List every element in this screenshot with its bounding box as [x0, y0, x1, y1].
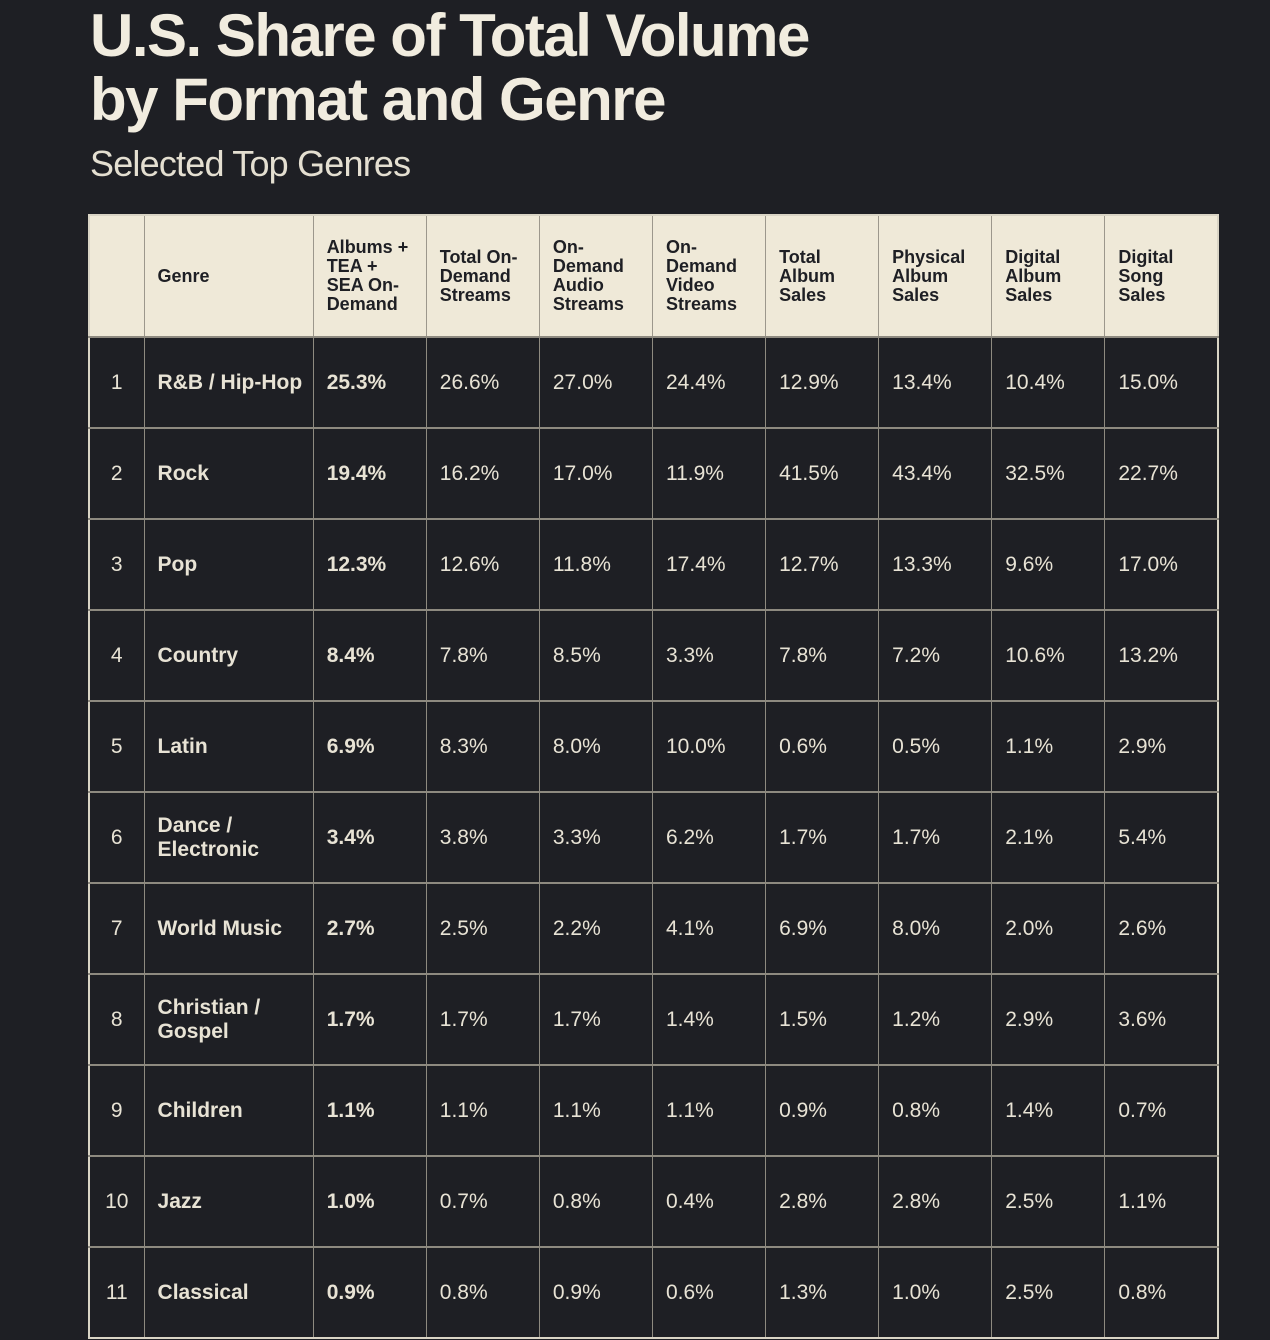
value-cell: 1.4% [992, 1065, 1105, 1156]
value-cell: 19.4% [313, 428, 426, 519]
page-subtitle: Selected Top Genres [90, 143, 411, 184]
value-cell: 1.5% [766, 974, 879, 1065]
value-cell: 1.7% [766, 792, 879, 883]
value-cell: 2.1% [992, 792, 1105, 883]
value-cell: 12.6% [426, 519, 539, 610]
value-cell: 4.1% [652, 883, 765, 974]
value-cell: 3.3% [539, 792, 652, 883]
value-cell: 2.7% [313, 883, 426, 974]
value-cell: 10.0% [652, 701, 765, 792]
value-cell: 17.0% [1105, 519, 1218, 610]
table-row [89, 1156, 1218, 1247]
value-cell: 8.0% [539, 701, 652, 792]
table-row [89, 883, 1218, 974]
value-cell: 1.3% [766, 1247, 879, 1338]
value-cell: 0.8% [426, 1247, 539, 1338]
column-header: Albums + TEA + SEA On-Demand [313, 215, 426, 337]
column-header: Digital Song Sales [1105, 215, 1218, 337]
table-row [89, 428, 1218, 519]
value-cell: 2.6% [1105, 883, 1218, 974]
value-cell: 7.2% [879, 610, 992, 701]
page-title [90, 4, 809, 132]
value-cell: 1.1% [1105, 1156, 1218, 1247]
rank-cell: 6 [89, 792, 144, 883]
value-cell: 1.1% [426, 1065, 539, 1156]
genre-cell: Christian / Gospel [144, 974, 313, 1065]
value-cell: 2.2% [539, 883, 652, 974]
value-cell: 27.0% [539, 337, 652, 428]
title-line-1: U.S. Share of Total Volume [90, 2, 809, 69]
rank-cell: 2 [89, 428, 144, 519]
value-cell: 0.9% [766, 1065, 879, 1156]
value-cell: 13.4% [879, 337, 992, 428]
title-line-2: by Format and Genre [90, 66, 665, 133]
value-cell: 15.0% [1105, 337, 1218, 428]
value-cell: 1.7% [426, 974, 539, 1065]
column-header: On-Demand Video Streams [652, 215, 765, 337]
value-cell: 7.8% [426, 610, 539, 701]
genre-cell: Pop [144, 519, 313, 610]
table-body [89, 337, 1218, 1338]
value-cell: 1.7% [879, 792, 992, 883]
value-cell: 11.8% [539, 519, 652, 610]
value-cell: 2.8% [766, 1156, 879, 1247]
value-cell: 0.8% [1105, 1247, 1218, 1338]
value-cell: 1.7% [313, 974, 426, 1065]
value-cell: 32.5% [992, 428, 1105, 519]
table-row [89, 1065, 1218, 1156]
table-row [89, 701, 1218, 792]
column-header-rank [89, 215, 144, 337]
value-cell: 2.5% [426, 883, 539, 974]
table-header-row [89, 215, 1218, 337]
value-cell: 41.5% [766, 428, 879, 519]
value-cell: 26.6% [426, 337, 539, 428]
genre-cell: R&B / Hip-Hop [144, 337, 313, 428]
value-cell: 8.5% [539, 610, 652, 701]
value-cell: 1.1% [992, 701, 1105, 792]
column-header: Physical Album Sales [879, 215, 992, 337]
value-cell: 1.0% [313, 1156, 426, 1247]
genre-cell: World Music [144, 883, 313, 974]
genre-cell: Latin [144, 701, 313, 792]
value-cell: 17.4% [652, 519, 765, 610]
table-row [89, 610, 1218, 701]
value-cell: 1.2% [879, 974, 992, 1065]
value-cell: 12.7% [766, 519, 879, 610]
column-header: On-Demand Audio Streams [539, 215, 652, 337]
value-cell: 0.9% [313, 1247, 426, 1338]
value-cell: 2.5% [992, 1247, 1105, 1338]
value-cell: 6.9% [313, 701, 426, 792]
value-cell: 6.2% [652, 792, 765, 883]
value-cell: 0.9% [539, 1247, 652, 1338]
value-cell: 13.3% [879, 519, 992, 610]
value-cell: 0.8% [539, 1156, 652, 1247]
value-cell: 11.9% [652, 428, 765, 519]
value-cell: 6.9% [766, 883, 879, 974]
column-header: Digital Album Sales [992, 215, 1105, 337]
rank-cell: 11 [89, 1247, 144, 1338]
value-cell: 2.9% [1105, 701, 1218, 792]
value-cell: 12.3% [313, 519, 426, 610]
value-cell: 13.2% [1105, 610, 1218, 701]
value-cell: 5.4% [1105, 792, 1218, 883]
value-cell: 12.9% [766, 337, 879, 428]
genre-cell: Jazz [144, 1156, 313, 1247]
value-cell: 8.0% [879, 883, 992, 974]
value-cell: 1.1% [652, 1065, 765, 1156]
value-cell: 22.7% [1105, 428, 1218, 519]
table-row [89, 974, 1218, 1065]
value-cell: 0.7% [1105, 1065, 1218, 1156]
value-cell: 3.6% [1105, 974, 1218, 1065]
value-cell: 7.8% [766, 610, 879, 701]
value-cell: 25.3% [313, 337, 426, 428]
value-cell: 8.3% [426, 701, 539, 792]
value-cell: 9.6% [992, 519, 1105, 610]
rank-cell: 4 [89, 610, 144, 701]
value-cell: 0.6% [766, 701, 879, 792]
column-header: Genre [144, 215, 313, 337]
value-cell: 1.0% [879, 1247, 992, 1338]
rank-cell: 9 [89, 1065, 144, 1156]
rank-cell: 3 [89, 519, 144, 610]
genre-cell: Country [144, 610, 313, 701]
value-cell: 3.3% [652, 610, 765, 701]
value-cell: 0.5% [879, 701, 992, 792]
table-row [89, 519, 1218, 610]
value-cell: 8.4% [313, 610, 426, 701]
table-row [89, 1247, 1218, 1338]
rank-cell: 1 [89, 337, 144, 428]
value-cell: 2.5% [992, 1156, 1105, 1247]
value-cell: 10.6% [992, 610, 1105, 701]
genre-cell: Children [144, 1065, 313, 1156]
value-cell: 1.7% [539, 974, 652, 1065]
value-cell: 10.4% [992, 337, 1105, 428]
table-row [89, 792, 1218, 883]
value-cell: 43.4% [879, 428, 992, 519]
rank-cell: 10 [89, 1156, 144, 1247]
value-cell: 0.6% [652, 1247, 765, 1338]
value-cell: 1.1% [539, 1065, 652, 1156]
value-cell: 17.0% [539, 428, 652, 519]
rank-cell: 7 [89, 883, 144, 974]
genre-cell: Dance / Electronic [144, 792, 313, 883]
column-header: Total Album Sales [766, 215, 879, 337]
genre-cell: Classical [144, 1247, 313, 1338]
value-cell: 1.4% [652, 974, 765, 1065]
value-cell: 0.4% [652, 1156, 765, 1247]
value-cell: 3.8% [426, 792, 539, 883]
value-cell: 2.9% [992, 974, 1105, 1065]
value-cell: 0.8% [879, 1065, 992, 1156]
value-cell: 2.8% [879, 1156, 992, 1247]
value-cell: 2.0% [992, 883, 1105, 974]
value-cell: 24.4% [652, 337, 765, 428]
genre-share-table [88, 214, 1219, 1339]
value-cell: 0.7% [426, 1156, 539, 1247]
rank-cell: 5 [89, 701, 144, 792]
value-cell: 3.4% [313, 792, 426, 883]
rank-cell: 8 [89, 974, 144, 1065]
column-header: Total On-Demand Streams [426, 215, 539, 337]
value-cell: 16.2% [426, 428, 539, 519]
value-cell: 1.1% [313, 1065, 426, 1156]
table-row [89, 337, 1218, 428]
genre-cell: Rock [144, 428, 313, 519]
